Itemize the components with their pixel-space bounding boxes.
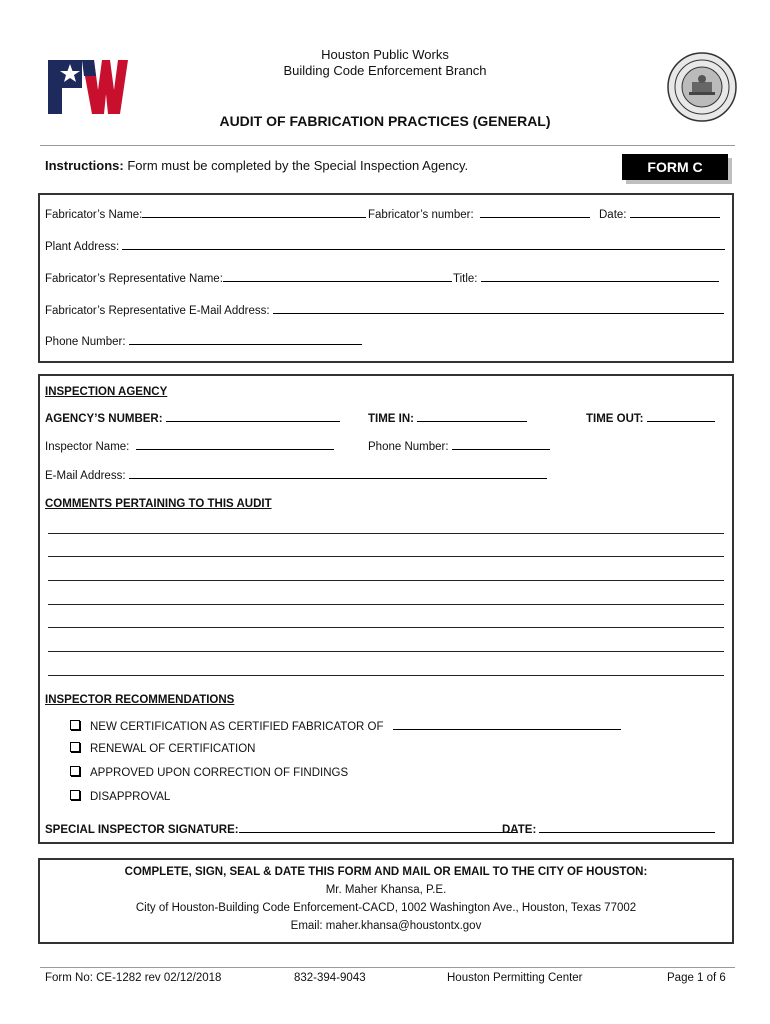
inspector-email-label: E-Mail Address: [45,470,126,482]
signature-date-row [502,821,715,836]
city-seal [667,52,737,122]
checkbox-icon[interactable] [70,790,80,800]
option-new-certification [70,718,621,733]
comment-line[interactable] [48,533,724,534]
phone-label: Phone Number: [45,336,126,348]
footer-phone: 832-394-9043 [294,972,366,984]
inspector-name-label: Inspector Name: [45,441,130,453]
agency-number-field[interactable] [166,410,340,422]
date-row [599,206,720,221]
option-label: RENEWAL OF CERTIFICATION [90,743,256,755]
rep-email-field[interactable] [273,302,724,314]
date-label: Date: [599,209,627,221]
inspector-name-row [45,438,334,453]
mail-heading: COMPLETE, SIGN, SEAL & DATE THIS FORM AND MAIL OR EMAIL TO THE CITY OF HOUSTON: [124,866,648,878]
title-row [453,270,719,285]
inspector-phone-label: Phone Number: [368,441,449,453]
option-approved [70,766,348,779]
comment-line[interactable] [48,604,724,605]
signature-row [45,821,517,836]
rep-name-label: Fabricator’s Representative Name: [45,273,223,285]
fabricator-number-label: Fabricator’s number: [368,209,474,221]
signature-label: SPECIAL INSPECTOR SIGNATURE: [45,824,239,836]
date-field[interactable] [630,206,720,218]
checkbox-icon[interactable] [70,766,80,776]
seal-graphic [667,52,737,122]
org-branch: Building Code Enforcement Branch [283,63,487,78]
inspector-name-field[interactable] [136,438,334,450]
signature-date-field[interactable] [539,821,715,833]
inspector-phone-row [368,438,550,453]
time-out-row [586,410,715,425]
agency-number-label: AGENCY’S NUMBER: [45,413,163,425]
fabricator-name-field[interactable] [142,206,366,218]
plant-address-label: Plant Address: [45,241,120,253]
comment-line[interactable] [48,675,724,676]
time-in-field[interactable] [417,410,527,422]
inspector-email-row [45,467,547,482]
option-label: APPROVED UPON CORRECTION OF FINDINGS [90,767,349,779]
footer-page: Page 1 of 6 [667,972,726,984]
comment-line[interactable] [48,580,724,581]
footer-divider [40,967,735,968]
phone-row [45,333,362,348]
option-renewal [70,742,255,755]
title-field[interactable] [481,270,719,282]
instructions [45,158,468,173]
footer-center: Houston Permitting Center [447,972,583,984]
contact-name: Mr. Maher Khansa, P.E. [325,884,447,896]
time-in-row [368,410,527,425]
plant-address-row [45,238,725,253]
rep-name-field[interactable] [223,270,452,282]
option-label: NEW CERTIFICATION AS CERTIFIED FABRICATOR OF [90,721,384,733]
checkbox-icon[interactable] [70,742,80,752]
rep-name-row [45,270,452,285]
rep-email-label: Fabricator’s Representative E-Mail Address: [45,305,270,317]
option-label: DISAPPROVAL [90,791,171,803]
comment-line[interactable] [48,627,724,628]
comment-line[interactable] [48,556,724,557]
rep-email-row [45,302,724,317]
signature-date-label: DATE: [502,824,537,836]
time-out-label: TIME OUT: [586,413,644,425]
inspector-email-field[interactable] [129,467,547,479]
fabricator-name-row [45,206,366,221]
inspector-phone-field[interactable] [452,438,550,450]
inspection-agency-heading: INSPECTION AGENCY [45,386,168,398]
instructions-label: Instructions: [45,158,124,173]
time-in-label: TIME IN: [368,413,414,425]
recommendations-heading: INSPECTOR RECOMMENDATIONS [45,694,235,706]
comment-line[interactable] [48,651,724,652]
option-disapproval [70,790,170,803]
fabricator-name-label: Fabricator’s Name: [45,209,143,221]
logo-graphic [48,60,128,114]
mailing-address: City of Houston-Building Code Enforcement-CACD, 1002 Washington Ave., Houston, Texas 77002 [135,902,637,914]
agency-number-row [45,410,340,425]
title-label: Title: [453,273,478,285]
phone-field[interactable] [129,333,362,345]
org-name: Houston Public Works [321,47,449,62]
pw-logo [48,60,128,114]
plant-address-field[interactable] [122,238,725,250]
contact-email: Email: maher.khansa@houstontx.gov [290,920,482,932]
checkbox-icon[interactable] [70,720,80,730]
instructions-text: Form must be completed by the Special Inspection Agency. [123,158,469,173]
fabricator-number-row [368,206,590,221]
form-title: AUDIT OF FABRICATION PRACTICES (GENERAL) [219,113,551,129]
fabricator-number-field[interactable] [480,206,590,218]
time-out-field[interactable] [647,410,715,422]
signature-field[interactable] [239,821,517,833]
comments-heading: COMMENTS PERTAINING TO THIS AUDIT [45,498,272,510]
title-divider [40,145,735,146]
form-badge: FORM C [622,154,728,180]
footer-form-no: Form No: CE-1282 rev 02/12/2018 [45,972,222,984]
certification-type-field[interactable] [393,718,621,730]
